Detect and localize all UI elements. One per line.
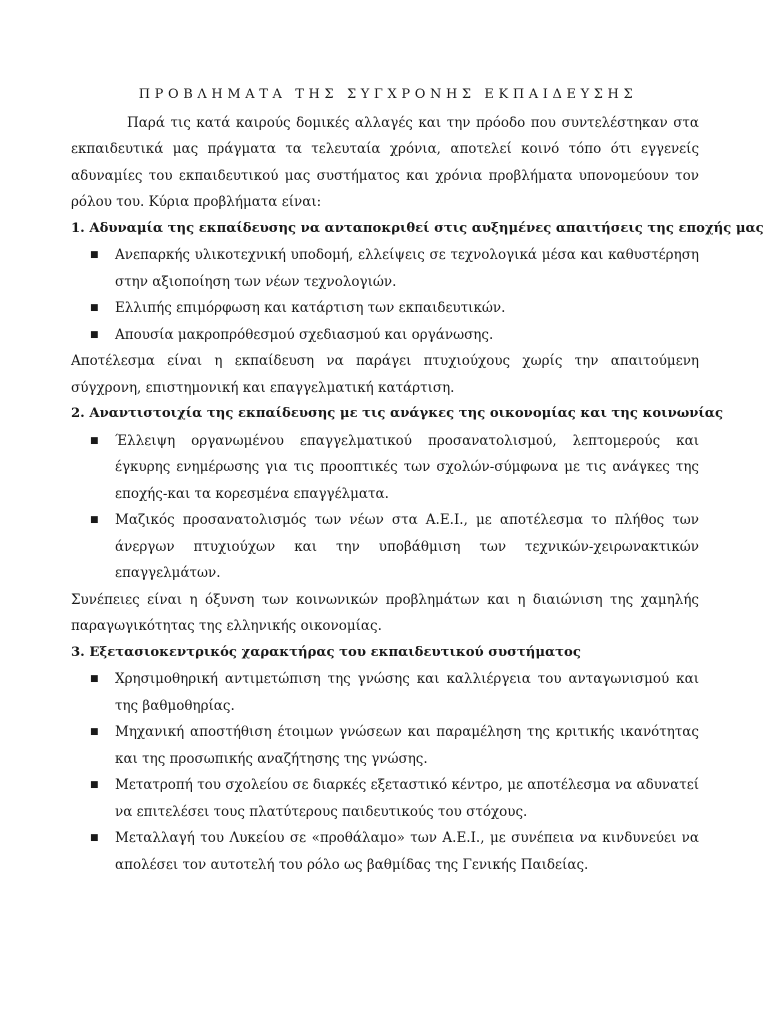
bullet-text: Μετατροπή του σχολείου σε διαρκές εξεταστικό κέντρο, με αποτέλεσμα να αδυνατεί να επιτελέσει τους πλατύτερους παιδευτικούς του στόχους.: [115, 777, 699, 820]
document-body: [71, 82, 764, 878]
section-heading-1: 1. Αδυναμία της εκπαίδευσης να ανταποκριθεί στις αυξημένες απαιτήσεις της εποχής μας: [71, 220, 764, 236]
document-title: ΠΡΟΒΛΗΜΑΤΑ ΤΗΣ ΣΥΓΧΡΟΝΗΣ ΕΚΠΑΙΔΕΥΣΗΣ: [138, 87, 638, 102]
bullet-text: Μεταλλαγή του Λυκείου σε «προθάλαμο» των Α.Ε.Ι., με συνέπεια να κινδυνεύει να απολέσει τον αυτοτελή του ρόλο ως βαθμίδας της Γενικής Παιδείας.: [115, 830, 699, 873]
bullet-text: Μαζικός προσανατολισμός των νέων στα Α.Ε.Ι., με αποτέλεσμα το πλήθος των άνεργων πτυχιούχων και την υποβάθμιση των τεχνικών-χειρωνακτικών επαγγελμάτων.: [115, 512, 699, 581]
square-bullet-icon: ■: [90, 780, 99, 790]
list-item: [71, 772, 699, 825]
list-item: [71, 428, 699, 508]
section-heading-2: 2. Αναντιστοιχία της εκπαίδευσης με τις ανάγκες της οικονομίας και της κοινωνίας: [71, 406, 723, 421]
list-item: [71, 825, 699, 878]
section-3-bullet-list: [71, 666, 699, 878]
section-heading-3: 3. Εξετασιοκεντρικός χαρακτήρας του εκπαιδευτικού συστήματος: [71, 644, 581, 660]
list-item: [71, 507, 699, 587]
bullet-text: Έλλειψη οργανωμένου επαγγελματικού προσανατολισμού, λεπτομερούς και έγκυρης ενημέρωσης για τις προοπτικές των σχολών-σύμφωνα με τις ανάγκες της εποχής-και τα κορεσμένα επαγγέλματα.: [115, 432, 699, 502]
bullet-text: Μηχανική αποστήθιση έτοιμων γνώσεων και παραμέληση της κριτικής ικανότητας και της προσωπικής αναζήτησης της γνώσης.: [115, 724, 699, 767]
section-1-bullet-list: [71, 242, 699, 348]
bullet-text: Χρησιμοθηρική αντιμετώπιση της γνώσης και καλλιέργεια του ανταγωνισμού και της βαθμοθηρίας.: [115, 671, 699, 714]
list-item: [71, 242, 699, 295]
square-bullet-icon: ■: [90, 435, 99, 446]
list-item: [71, 719, 699, 772]
square-bullet-icon: ■: [90, 303, 99, 313]
bullet-text: Ανεπαρκής υλικοτεχνική υποδομή, ελλείψεις σε τεχνολογικά μέσα και καθυστέρηση στην αξιοποίηση των νέων τεχνολογιών.: [115, 247, 699, 290]
square-bullet-icon: ■: [90, 515, 99, 525]
square-bullet-icon: ■: [90, 329, 99, 340]
list-item: [71, 666, 699, 719]
list-item: [71, 295, 699, 322]
section-1-conclusion: Αποτέλεσμα είναι η εκπαίδευση να παράγει πτυχιούχους χωρίς την απαιτούμενη σύγχρονη, επιστημονική και επαγγελματική κατάρτιση.: [71, 353, 699, 396]
section-2-conclusion: Συνέπειες είναι η όξυνση των κοινωνικών προβλημάτων και η διαιώνιση της χαμηλής παραγωγικότητας της ελληνικής οικονομίας.: [71, 591, 699, 634]
square-bullet-icon: ■: [90, 250, 99, 260]
bullet-text: Ελλιπής επιμόρφωση και κατάρτιση των εκπαιδευτικών.: [115, 300, 506, 316]
section-2-bullet-list: [71, 428, 699, 587]
bullet-text: Απουσία μακροπρόθεσμού σχεδιασμού και οργάνωσης.: [115, 326, 494, 343]
square-bullet-icon: ■: [90, 674, 99, 684]
list-item: [71, 322, 699, 349]
square-bullet-icon: ■: [90, 833, 99, 843]
intro-paragraph: Παρά τις κατά καιρούς δομικές αλλαγές και την πρόοδο που συντελέστηκαν στα εκπαιδευτικά μας πράγματα τα τελευταία χρόνια, αποτελεί κοινό τόπο ότι εγγενείς αδυναμίες του εκπαιδευτικού μας συστήματος και χρόνια προβλήματα υπονομεύουν τον ρόλου του. Κύρια προβλήματα είναι:: [71, 114, 699, 210]
square-bullet-icon: ■: [90, 727, 99, 737]
